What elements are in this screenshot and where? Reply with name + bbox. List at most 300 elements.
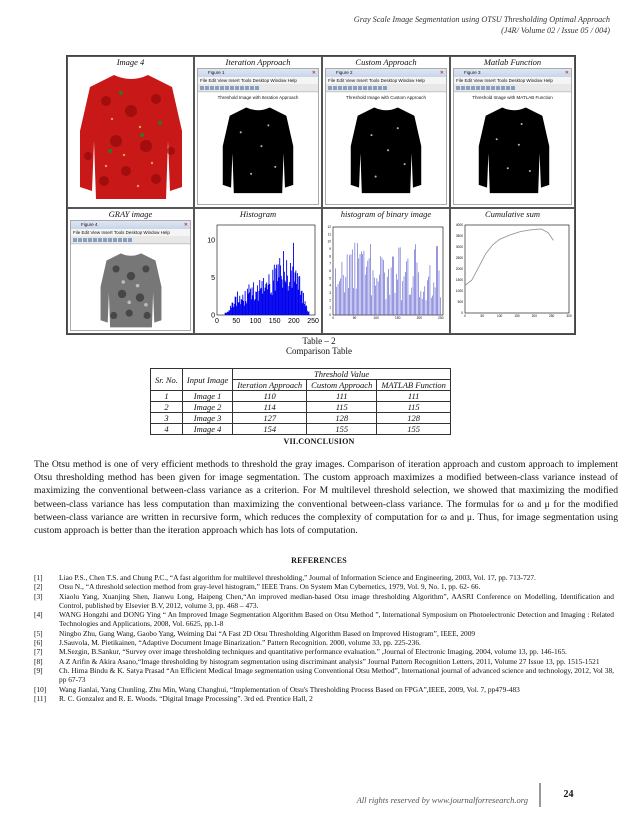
- binary-histogram-bar: [428, 277, 429, 315]
- binary-histogram-bar: [387, 277, 388, 315]
- binary-histogram-bar: [357, 243, 358, 315]
- histogram-bar: [301, 291, 302, 315]
- histogram-bar: [247, 289, 248, 315]
- binary-histogram-bar: [432, 296, 433, 315]
- x-tick-label: 0: [332, 316, 334, 321]
- matlab-figure-window: [197, 68, 319, 205]
- reference-number: [5]: [34, 628, 43, 638]
- comparison-table: [150, 368, 451, 435]
- panel-iteration-approach: [194, 56, 322, 208]
- binary-histogram-bar: [382, 258, 383, 315]
- y-tick-label: 4000: [455, 223, 463, 228]
- toolbar[interactable]: [326, 84, 446, 92]
- histogram-bar: [292, 266, 293, 315]
- menu-bar[interactable]: File Edit View Insert Tools Desktop Window Help: [71, 229, 190, 236]
- binary-histogram-bar: [391, 267, 392, 315]
- figure-area: [454, 93, 571, 204]
- binary-histogram-bar: [374, 278, 375, 315]
- reference-number: [8]: [34, 656, 43, 666]
- x-tick-label: 50: [480, 314, 485, 319]
- binary-histogram-bar: [436, 246, 437, 315]
- binary-histogram-bar: [361, 251, 362, 315]
- histogram-bar: [278, 277, 279, 315]
- histogram-bar: [235, 296, 236, 315]
- x-tick-label: 300: [566, 314, 572, 319]
- menu-bar[interactable]: File Edit View Insert Tools Desktop Window Help: [326, 77, 446, 84]
- binary-histogram-bar: [384, 273, 385, 315]
- histogram-bar: [245, 301, 246, 315]
- binary-histogram-bar: [366, 267, 367, 315]
- reference-text: A Z Arifin & Akira Asano,“Image thresholding by histogram segmentation using discriminant analysis” Journal Pattern Recognition Letters, 2011, Volume 27 Issue 13, pp. 1515-1521: [59, 656, 600, 666]
- results-figure: [66, 55, 576, 335]
- binary-histogram-bar: [405, 272, 406, 315]
- histogram-bar: [266, 283, 267, 315]
- header-input-image: Input Image: [182, 369, 232, 391]
- binary-histogram-bar: [353, 288, 354, 315]
- histogram-bar: [233, 307, 234, 315]
- x-tick-label: 200: [288, 318, 300, 325]
- histogram-bar: [227, 312, 228, 315]
- y-tick-label: 0: [211, 312, 215, 320]
- binary-histogram-bar: [338, 284, 339, 315]
- binary-histogram-bar: [340, 279, 341, 315]
- binary-histogram-bar: [344, 292, 345, 315]
- binary-histogram-bar: [362, 254, 363, 315]
- histogram-bar: [239, 302, 240, 315]
- toolbar[interactable]: [454, 84, 571, 92]
- histogram-bar: [243, 301, 244, 315]
- reference-item: [34, 638, 614, 647]
- histogram-bar: [275, 291, 276, 315]
- binary-histogram-bar: [413, 276, 414, 315]
- histogram-bar: [298, 276, 299, 315]
- y-tick-label: 9: [329, 247, 331, 252]
- histogram-bar: [282, 279, 283, 315]
- reference-item: [34, 657, 614, 666]
- histogram-bar: [261, 288, 262, 315]
- table-row: 2 Image 2 114 115 115: [151, 402, 451, 413]
- binary-histogram-bar: [352, 249, 353, 315]
- histogram-bar: [288, 291, 289, 315]
- x-tick-label: 100: [249, 318, 262, 325]
- y-tick-label: 1000: [455, 289, 463, 294]
- x-tick-label: 150: [395, 316, 401, 321]
- histogram-bar: [255, 299, 256, 315]
- y-tick-label: 5: [329, 276, 331, 281]
- histogram-bar: [305, 301, 306, 315]
- histogram-bar: [231, 308, 232, 315]
- binary-histogram-bar: [439, 270, 440, 315]
- histogram-bar: [225, 313, 226, 315]
- histogram-bar: [287, 276, 288, 315]
- reference-number: [7]: [34, 647, 43, 657]
- histogram-bar: [265, 284, 266, 315]
- binary-histogram-bar: [406, 261, 407, 315]
- x-tick-label: 150: [514, 314, 520, 319]
- histogram-bar: [265, 288, 266, 315]
- y-tick-label: 3000: [455, 245, 463, 250]
- reference-item: [34, 610, 614, 629]
- binary-histogram-bar: [379, 275, 380, 315]
- binary-histogram-bar: [373, 270, 374, 315]
- panel-binary-histogram: [322, 208, 450, 334]
- histogram-bar: [302, 303, 303, 315]
- reference-item: [34, 685, 614, 694]
- y-tick-label: 5: [211, 274, 215, 282]
- binary-histogram-bar: [409, 295, 410, 315]
- table-title: Table – 2: [302, 336, 336, 346]
- binary-histogram-bar: [358, 258, 359, 315]
- histogram-bar: [263, 278, 264, 315]
- table-row: 1 Image 1 110 111 111: [151, 391, 451, 402]
- histogram-bar: [239, 296, 240, 315]
- histogram-bar: [272, 295, 273, 315]
- x-tick-label: 250: [307, 318, 319, 325]
- binary-histogram-bar: [380, 256, 381, 315]
- histogram-bar: [267, 289, 268, 315]
- histogram-bar: [305, 306, 306, 315]
- histogram-bar: [245, 291, 246, 315]
- reference-text: J.Sauvola, M. Pietikainen, “Adaptive Document Image Binarization.” Pattern Recognition. 2000, volume 33, pp. 225-236.: [59, 638, 421, 648]
- binary-histogram-bar: [435, 287, 436, 315]
- histogram-bar: [307, 311, 308, 315]
- panel-caption: Image 4: [116, 57, 145, 67]
- binary-histogram-bar: [348, 288, 349, 315]
- x-tick-label: 0: [464, 314, 466, 319]
- header-sr-no: Sr. No.: [151, 369, 183, 391]
- histogram-bar: [256, 292, 257, 315]
- reference-text: R. C. Gonzalez and R. E. Woods. “Digital Image Processing”. 3rd ed. Prentice Hall, 2: [59, 693, 313, 703]
- header-matlab: MATLAB Function: [377, 380, 451, 391]
- histogram-bar: [229, 310, 230, 315]
- histogram-bar: [268, 285, 269, 315]
- binary-histogram-bar: [414, 249, 415, 315]
- histogram-bar: [260, 289, 261, 315]
- histogram-bar: [296, 284, 297, 315]
- references-heading: REFERENCES: [291, 556, 347, 565]
- binary-histogram-bar: [360, 254, 361, 315]
- panel-caption: Iteration Approach: [225, 57, 291, 67]
- binary-histogram-bar: [404, 276, 405, 315]
- reference-item: [34, 629, 614, 638]
- reference-item: [34, 582, 614, 591]
- binary-histogram-bar: [431, 298, 432, 315]
- conclusion-heading: VII.CONCLUSION: [283, 437, 355, 446]
- header-iteration: Iteration Approach: [233, 380, 307, 391]
- binary-histogram-bar: [392, 256, 393, 315]
- x-tick-label: 250: [438, 316, 444, 321]
- table-row: 3 Image 3 127 128 128: [151, 413, 451, 424]
- panel-custom-approach: [322, 56, 450, 208]
- x-tick-label: 50: [232, 318, 241, 325]
- histogram-bar: [259, 280, 260, 315]
- page-number: 24: [540, 783, 596, 807]
- histogram-bar: [285, 282, 286, 315]
- histogram-bar: [229, 310, 230, 315]
- histogram-bar: [308, 312, 309, 315]
- binary-histogram-bar: [395, 293, 396, 315]
- plot-title: Threshold Image with MATLAB Function: [472, 95, 553, 100]
- histogram-bar: [283, 251, 284, 315]
- binary-histogram-bar: [401, 300, 402, 315]
- binary-histogram-bar: [397, 280, 398, 315]
- histogram-bar: [299, 276, 300, 315]
- y-tick-label: 2000: [455, 267, 463, 272]
- close-icon[interactable]: ✕: [311, 70, 316, 76]
- histogram-bar: [246, 303, 247, 315]
- figure-area: [326, 93, 446, 204]
- binary-histogram-bar: [343, 275, 344, 315]
- panel-caption: histogram of binary image: [340, 209, 432, 219]
- histogram-bar: [276, 265, 277, 315]
- plot-title: Threshold Image with Iteration Approach: [217, 95, 299, 100]
- window-titlebar: Figure 1 ✕: [198, 69, 318, 77]
- header-volume: (J4R/ Volume 02 / Issue 05 / 004): [501, 26, 610, 35]
- binary-histogram-bar: [335, 268, 336, 315]
- histogram-bar: [294, 282, 295, 315]
- histogram-bar: [288, 286, 289, 315]
- binary-histogram-bar: [351, 254, 352, 315]
- histogram-bar: [248, 293, 249, 315]
- window-titlebar: Figure 4 ✕: [71, 221, 190, 229]
- binary-histogram-bar: [370, 244, 371, 315]
- reference-text: Otsu N., “A threshold selection method from gray-level histogram,” IEEE Trans. On System Man Cybernetics, 1979, Vol. 9, No. 1, pp. 62- 66.: [59, 582, 481, 592]
- histogram-bar: [298, 290, 299, 315]
- menu-bar[interactable]: File Edit View Insert Tools Desktop Window Help: [198, 77, 318, 84]
- histogram-bar: [280, 265, 281, 315]
- running-header: [354, 14, 610, 36]
- histogram-bar: [292, 288, 293, 315]
- reference-text: Wang Jianlai, Yang Chunling, Zhu Min, Wang Changhui, “Implementation of Otsu's Thresholding Process Based on FPGA”,IEEE, 2009, Vol. 7, pp479-483: [59, 684, 520, 694]
- reference-number: [9]: [34, 665, 43, 675]
- histogram-bar: [303, 293, 304, 315]
- histogram-bar: [225, 313, 226, 315]
- binary-histogram-bar: [369, 258, 370, 315]
- x-tick-label: 250: [549, 314, 555, 319]
- histogram-bar: [237, 292, 238, 315]
- binary-histogram-bar: [434, 282, 435, 315]
- histogram-bar: [232, 303, 233, 315]
- histogram-bar: [244, 306, 245, 315]
- binary-histogram-bar: [426, 300, 427, 315]
- binary-histogram-bar: [377, 278, 378, 315]
- binary-histogram-bar: [346, 277, 347, 315]
- reference-text: M.Sezgin, B.Sankur, “Survey over image thresholding techniques and quantitative performance evaluation.” ,Journal of Electronic Imaging, 2004, volume 13, pp. 146-165.: [59, 647, 567, 657]
- table-subtitle: Comparison Table: [286, 346, 352, 356]
- binary-histogram-bar: [368, 261, 369, 315]
- binary-histogram-bar: [378, 281, 379, 315]
- y-tick-label: 0: [329, 313, 331, 318]
- panel-caption: Cumulative sum: [484, 209, 540, 219]
- histogram-bar: [290, 263, 291, 315]
- x-tick-label: 50: [352, 316, 357, 321]
- binary-histogram-bar: [356, 289, 357, 315]
- binary-histogram-bar: [427, 280, 428, 315]
- y-tick-label: 2500: [455, 256, 463, 261]
- y-tick-label: 6: [329, 269, 331, 274]
- references-list: [34, 573, 614, 703]
- menu-bar[interactable]: File Edit View Insert Tools Desktop Window Help: [454, 77, 571, 84]
- conclusion-paragraph: The Otsu method is one of very efficient methods to threshold the gray images. Comparison of iteration approach and custom approach to implement Otsu thresholding method has been given for image segmentation. The custom approach maximizes a modified between-class variance instead of maximizing the conventional between-class variance as a criterion. For M multilevel threshold selection, we showed that maximizing the modified between-class variance has less computation than maximizing the conventional between-class variance. The formulas for ω and μ for the modified between-class variance are written in recursive form, which reduces the complexity of computation for ω and μ. Thus, for image segmentation using custom approach is better than the iteration approach which has lots of computation.: [34, 459, 618, 537]
- binary-histogram-bar: [383, 260, 384, 315]
- histogram-bar: [284, 272, 285, 315]
- binary-histogram-bar: [375, 286, 376, 315]
- histogram-bar: [253, 282, 254, 315]
- histogram-bar: [262, 294, 263, 315]
- binary-histogram-bar: [349, 255, 350, 315]
- y-tick-label: 12: [327, 225, 331, 230]
- table-header-row: [151, 369, 451, 380]
- binary-histogram-bar: [422, 299, 423, 315]
- binary-histogram-bar: [399, 248, 400, 315]
- histogram-bar: [273, 281, 274, 315]
- binary-histogram-bar: [417, 262, 418, 315]
- table-row: 4 Image 4 154 155 155: [151, 424, 451, 435]
- binary-histogram-bar: [339, 281, 340, 315]
- histogram-bar: [235, 297, 236, 315]
- histogram-bar: [226, 313, 227, 315]
- reference-number: [10]: [34, 684, 47, 694]
- binary-histogram-chart: [323, 221, 449, 333]
- y-tick-label: 7: [329, 261, 331, 266]
- binary-histogram-bar: [365, 275, 366, 315]
- binary-histogram-bar: [400, 247, 401, 315]
- histogram-bar: [249, 284, 250, 315]
- histogram-bar: [236, 306, 237, 315]
- reference-number: [6]: [34, 638, 43, 648]
- reference-item: [34, 573, 614, 582]
- binary-histogram-bar: [408, 259, 409, 315]
- histogram-bar: [254, 300, 255, 315]
- header-threshold-value: Threshold Value: [233, 369, 451, 380]
- binary-histogram-bar: [342, 262, 343, 315]
- histogram-bar: [232, 303, 233, 315]
- y-tick-label: 10: [207, 237, 215, 245]
- matlab-figure-window: [70, 220, 191, 331]
- binary-histogram-bar: [388, 269, 389, 315]
- histogram-bar: [269, 284, 270, 315]
- histogram-bar: [234, 304, 235, 315]
- y-tick-label: 10: [327, 239, 331, 244]
- reference-number: [3]: [34, 591, 43, 601]
- histogram-bar: [242, 295, 243, 315]
- binary-histogram-bar: [423, 292, 424, 315]
- binary-histogram-bar: [371, 295, 372, 315]
- histogram-bar: [302, 291, 303, 315]
- panel-histogram: [194, 208, 322, 334]
- binary-histogram-bar: [336, 287, 337, 315]
- binary-histogram-bar: [347, 254, 348, 315]
- histogram-bar: [264, 291, 265, 315]
- histogram-bar: [250, 289, 251, 315]
- binary-histogram-bar: [440, 297, 441, 315]
- panel-caption: Histogram: [239, 209, 277, 219]
- histogram-bar: [255, 292, 256, 315]
- y-tick-label: 500: [457, 300, 463, 305]
- close-icon[interactable]: ✕: [183, 222, 188, 228]
- x-tick-label: 150: [268, 318, 281, 325]
- reference-text: Xiaolu Yang, Xuanjing Shen, Jianwu Long, Haipeng Chen,“An improved median-based Otsu image thresholding Algorithm”, AASRI Conference on Modelling, Identification and Control, published by Elsevier B.V, 2012, volume 3, pp. 468 – 473.: [59, 591, 614, 610]
- strawberry-sweater-image: [76, 71, 186, 205]
- histogram-bar: [240, 304, 241, 315]
- binary-histogram-bar: [437, 246, 438, 315]
- histogram-bar: [295, 273, 296, 315]
- plot-frame: [465, 225, 569, 313]
- reference-number: [2]: [34, 582, 43, 592]
- histogram-bar: [241, 299, 242, 315]
- close-icon[interactable]: ✕: [564, 70, 569, 76]
- histogram-bar: [230, 306, 231, 315]
- matlab-figure-window: [453, 68, 572, 205]
- histogram-bar: [272, 270, 273, 315]
- histogram-bar: [238, 303, 239, 315]
- reference-number: [4]: [34, 610, 43, 620]
- y-tick-label: 2: [329, 298, 331, 303]
- plot-title: Threshold Image with Custom Approach: [345, 95, 427, 100]
- histogram-bar: [242, 300, 243, 315]
- binary-histogram-bar: [419, 297, 420, 315]
- histogram-bar: [279, 258, 280, 315]
- reference-item: [34, 647, 614, 656]
- reference-number: [1]: [34, 573, 43, 582]
- y-tick-label: 0: [461, 311, 463, 316]
- histogram-bar: [291, 271, 292, 315]
- binary-histogram-bar: [402, 281, 403, 315]
- histogram-bar: [285, 281, 286, 315]
- histogram-bar: [277, 281, 278, 315]
- x-tick-label: 100: [373, 316, 379, 321]
- cumulative-sum-chart: [451, 221, 574, 333]
- histogram-bar: [289, 282, 290, 315]
- panel-gray-image: [67, 208, 194, 334]
- binary-histogram-bar: [418, 272, 419, 315]
- toolbar[interactable]: [198, 84, 318, 92]
- histogram-bar: [278, 264, 279, 315]
- panel-cumulative-sum: [450, 208, 575, 334]
- binary-histogram-bar: [355, 243, 356, 315]
- histogram-bar: [308, 311, 309, 315]
- y-tick-label: 11: [327, 232, 331, 237]
- reference-text: WANG Hongzhi and DONG Ying “ An Improved Image Segmentation Algorithm Based on Otsu Method ”, International Symposium on Photoelectronic Detection and Imaging : Related Technologies and Applications, 2008, Vol. 6625, pp.1-8: [59, 610, 614, 629]
- reference-text: Ningbo Zhu, Gang Wang, Gaobo Yang, Weiming Dai “A Fast 2D Otsu Thresholding Algorithm Based on Improved Histogram”, IEEE, 2009: [59, 628, 476, 638]
- toolbar[interactable]: [71, 236, 190, 244]
- y-tick-label: 3500: [455, 234, 463, 239]
- reference-item: [34, 666, 614, 685]
- histogram-bar: [282, 288, 283, 315]
- binary-histogram-bar: [390, 295, 391, 315]
- binary-histogram-bar: [364, 251, 365, 315]
- histogram-bar: [304, 304, 305, 315]
- histogram-bar: [297, 273, 298, 315]
- histogram-bar: [281, 276, 282, 315]
- histogram-bar: [251, 299, 252, 315]
- histogram-bar: [228, 312, 229, 315]
- histogram-bar: [262, 281, 263, 315]
- binary-histogram-bar: [424, 286, 425, 315]
- window-titlebar: Figure 3 ✕: [454, 69, 571, 77]
- y-tick-label: 3: [329, 291, 331, 296]
- histogram-bar: [295, 270, 296, 315]
- y-tick-label: 1: [329, 305, 331, 310]
- header-custom: Custom Approach: [307, 380, 377, 391]
- binary-histogram-bar: [386, 299, 387, 315]
- panel-image4: [67, 56, 194, 208]
- gray-sweater-image: [97, 251, 165, 331]
- close-icon[interactable]: ✕: [439, 70, 444, 76]
- histogram-bar: [306, 305, 307, 315]
- histogram-bar: [270, 294, 271, 315]
- figure-area: [198, 93, 318, 204]
